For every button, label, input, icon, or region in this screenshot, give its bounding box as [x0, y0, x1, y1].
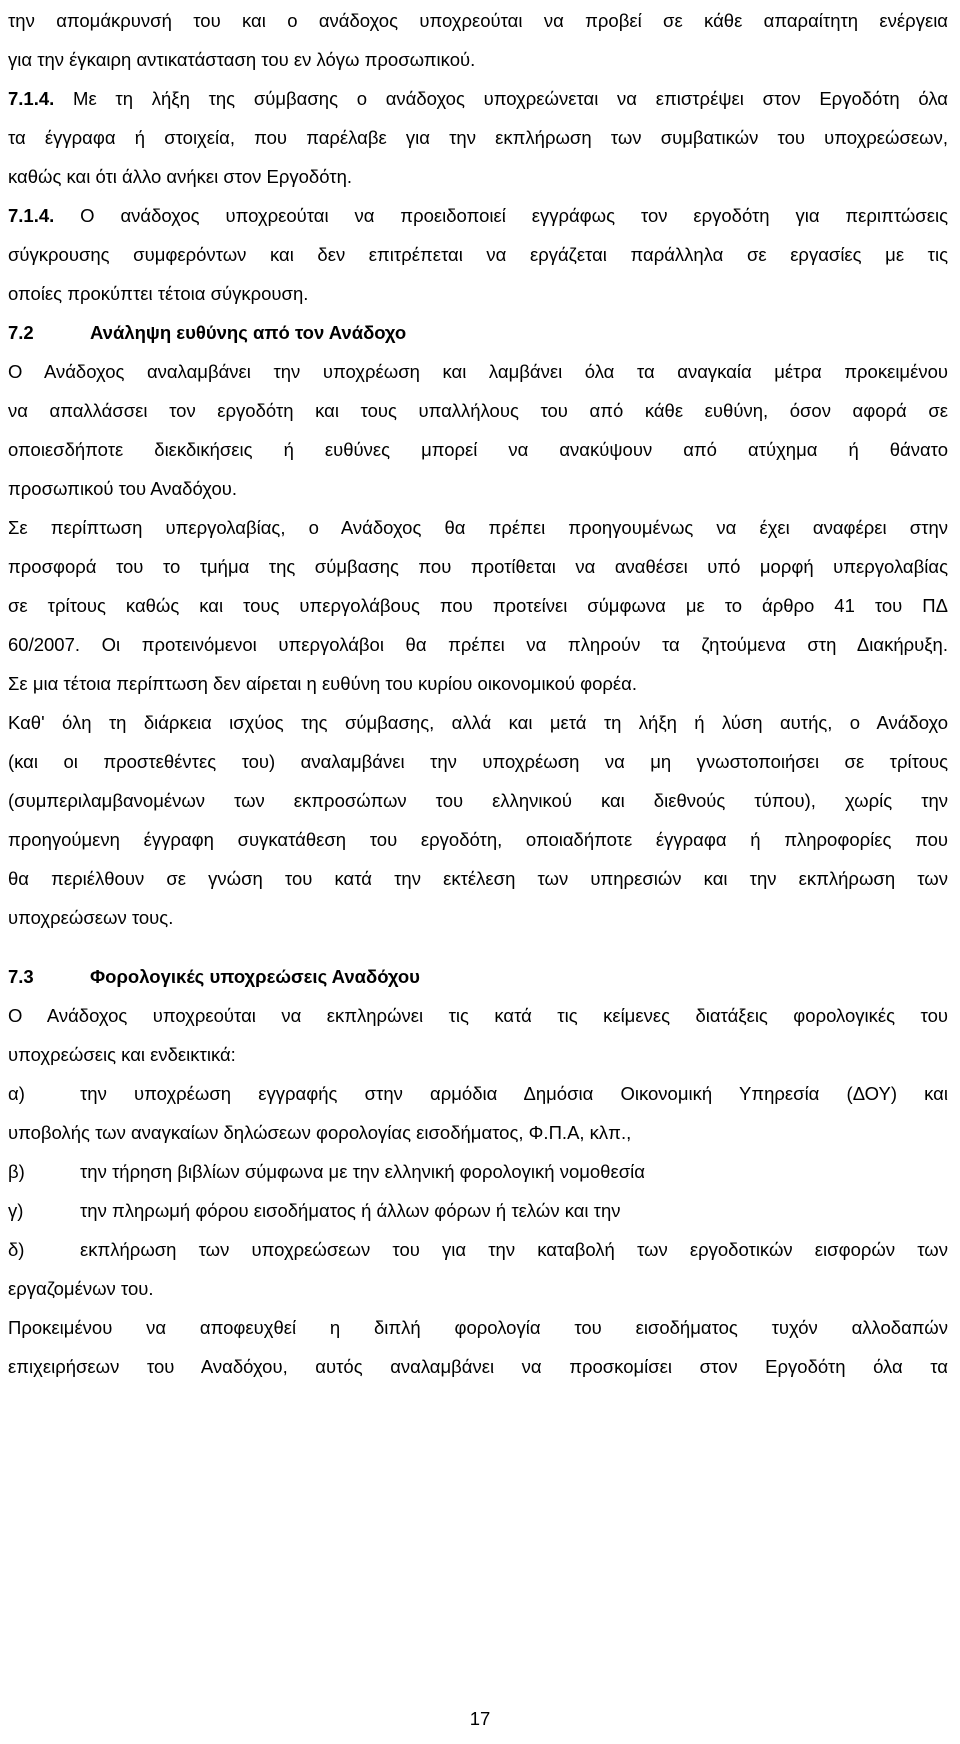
text-line: υποβολής των αναγκαίων δηλώσεων φορολογίας εισοδήματος, Φ.Π.Α, κλπ., — [8, 1122, 632, 1143]
text-line: Σε μια τέτοια περίπτωση δεν αίρεται η ευθύνη του κυρίου οικονομικού φορέα. — [8, 673, 638, 694]
text-line: για την έγκαιρη αντικατάσταση του εν λόγω προσωπικού. — [8, 49, 476, 70]
text-line: σε τρίτους καθώς και τους υπεργολάβους που προτείνει σύμφωνα με το άρθρο 41 του ΠΔ — [8, 595, 948, 616]
list-item-text: την υποχρέωση εγγραφής στην αρμόδια Δημόσια Οικονομική Υπηρεσία (ΔΟΥ) και — [80, 1083, 948, 1104]
text-line: θα περιέλθουν σε γνώση του κατά την εκτέλεση των υπηρεσιών και την εκπλήρωση των — [8, 868, 948, 889]
text-line: επιχειρήσεων του Αναδόχου, αυτός αναλαμβάνει να προσκομίσει στον Εργοδότη όλα τα — [8, 1356, 948, 1377]
clause-7-1-4-b — [8, 196, 948, 235]
text-line: οποιεσδήποτε διεκδικήσεις ή ευθύνες μπορεί να ανακύψουν από ατύχημα ή θάνατο — [8, 439, 948, 460]
section-title: Ανάληψη ευθύνης από τον Ανάδοχο — [90, 322, 407, 343]
section-number: 7.2 — [8, 322, 34, 343]
text-line: εργαζομένων του. — [8, 1278, 154, 1299]
list-item — [8, 1074, 948, 1113]
section-heading-7-3 — [8, 957, 948, 996]
list-item — [8, 1191, 948, 1230]
section-heading-7-2 — [8, 313, 948, 352]
list-item-text: την τήρηση βιβλίων σύμφωνα με την ελληνική φορολογική νομοθεσία — [80, 1161, 645, 1182]
text-line: Καθ' όλη τη διάρκεια ισχύος της σύμβασης, αλλά και μετά τη λήξη ή λύση αυτής, ο Ανάδοχο — [8, 712, 948, 733]
text-line: Ο Ανάδοχος υποχρεούται να εκπληρώνει τις κατά τις κείμενες διατάξεις φορολογικές του — [8, 1005, 948, 1026]
text-line: οποίες προκύπτει τέτοια σύγκρουση. — [8, 283, 309, 304]
text-line: προσφορά του το τμήμα της σύμβασης που προτίθεται να αναθέσει υπό μορφή υπεργολαβίας — [8, 556, 948, 577]
text-line: (και οι προστεθέντες του) αναλαμβάνει την υποχρέωση να μη γνωστοποιήσει σε τρίτους — [8, 751, 948, 772]
clause-text: Με τη λήξη της σύμβασης ο ανάδοχος υποχρεώνεται να επιστρέψει στον Εργοδότη όλα — [54, 88, 948, 109]
list-item-label: α) — [8, 1083, 25, 1104]
clause-number: 7.1.4. — [8, 205, 55, 226]
text-line: Ο Ανάδοχος αναλαμβάνει την υποχρέωση και λαμβάνει όλα τα αναγκαία μέτρα προκειμένου — [8, 361, 948, 382]
text-line: Σε περίπτωση υπεργολαβίας, ο Ανάδοχος θα πρέπει προηγουμένως να έχει αναφέρει στην — [8, 517, 948, 538]
text-line: προσωπικού του Αναδόχου. — [8, 478, 237, 499]
page-number: 17 — [469, 1708, 491, 1729]
text-line: 60/2007. Οι προτεινόμενοι υπεργολάβοι θα πρέπει να πληρούν τα ζητούμενα στη Διακήρυξη. — [8, 634, 948, 655]
text-line: (συμπεριλαμβανομένων των εκπροσώπων του ελληνικού και διεθνούς τύπου), χωρίς την — [8, 790, 948, 811]
section-number: 7.3 — [8, 966, 34, 987]
spacer — [8, 937, 948, 957]
text-line: την απομάκρυνσή του και ο ανάδοχος υποχρεούται να προβεί σε κάθε απαραίτητη ενέργεια — [8, 10, 948, 31]
clause-text: Ο ανάδοχος υποχρεούται να προειδοποιεί εγγράφως τον εργοδότη για περιπτώσεις — [54, 205, 948, 226]
text-line: καθώς και ότι άλλο ανήκει στον Εργοδότη. — [8, 166, 352, 187]
list-item — [8, 1152, 948, 1191]
clause-number: 7.1.4. — [8, 88, 55, 109]
list-item-label: β) — [8, 1161, 25, 1182]
text-line: υποχρεώσεις και ενδεικτικά: — [8, 1044, 236, 1065]
list-item — [8, 1230, 948, 1269]
text-line: τα έγγραφα ή στοιχεία, που παρέλαβε για την εκπλήρωση των συμβατικών του υποχρεώσεων, — [8, 127, 948, 148]
list-item-text: την πληρωμή φόρου εισοδήματος ή άλλων φόρων ή τελών και την — [80, 1200, 621, 1221]
list-item-text: εκπλήρωση των υποχρεώσεων του για την καταβολή των εργοδοτικών εισφορών των — [80, 1239, 948, 1260]
list-item-label: γ) — [8, 1200, 24, 1221]
text-line: σύγκρουσης συμφερόντων και δεν επιτρέπεται να εργάζεται παράλληλα σε εργασίες με τις — [8, 244, 948, 265]
text-line: προηγούμενη έγγραφη συγκατάθεση του εργοδότη, οποιαδήποτε έγγραφα ή πληροφορίες που — [8, 829, 948, 850]
text-line: υποχρεώσεων τους. — [8, 907, 174, 928]
text-line: να απαλλάσσει τον εργοδότη και τους υπαλλήλους του από κάθε ευθύνη, όσον αφορά σε — [8, 400, 948, 421]
text-line: Προκειμένου να αποφευχθεί η διπλή φορολογία του εισοδήματος τυχόν αλλοδαπών — [8, 1317, 948, 1338]
document-page — [8, 0, 948, 1386]
list-item-label: δ) — [8, 1239, 25, 1260]
clause-7-1-4-a — [8, 79, 948, 118]
section-title: Φορολογικές υποχρεώσεις Αναδόχου — [90, 966, 420, 987]
